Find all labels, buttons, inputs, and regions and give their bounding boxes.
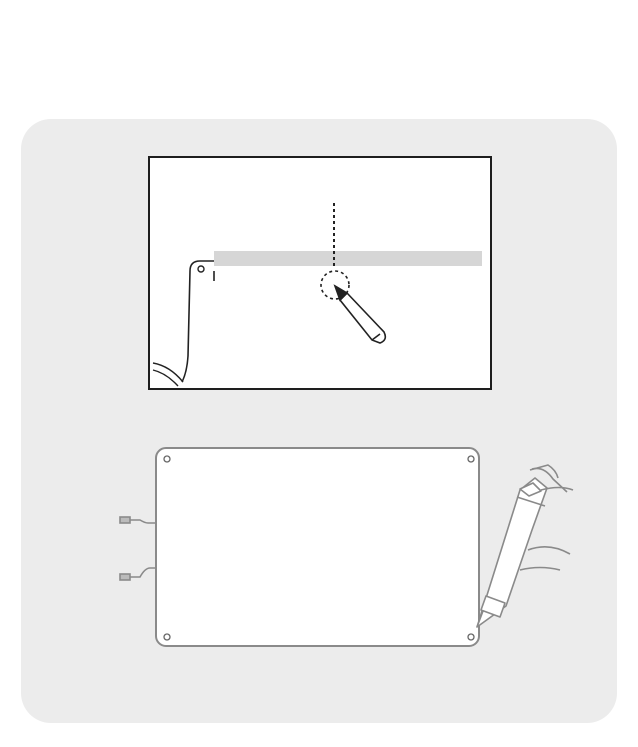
ruler-inset [149,157,491,389]
inset-frame [149,157,491,389]
power-leads [120,517,156,580]
ruler-bar [214,251,482,266]
heating-mat [120,448,479,646]
mat-outline [156,448,479,646]
hand-with-marker-icon [477,465,573,627]
